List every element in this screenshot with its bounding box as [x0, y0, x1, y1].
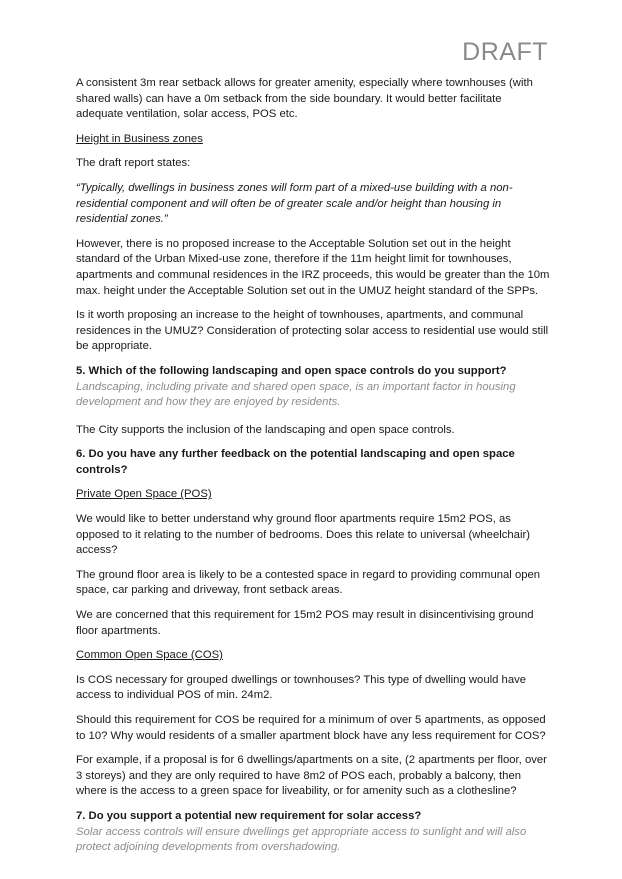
- document-body: [76, 76, 550, 868]
- answer-5: The City supports the inclusion of the landscaping and open space controls.: [76, 423, 455, 436]
- paragraph-pos-ground-floor: We would like to better understand why ground floor apartments require 15m2 POS, as opposed to it relating to the number of bedrooms. Does this relate to universal (wheelchair) access?: [76, 513, 530, 557]
- quote-draft-report: “Typically, dwellings in business zones will form part of a mixed-use building with a non-residential component and will often be of greater scale and/or height than housing in residential zones.”: [76, 181, 513, 226]
- paragraph-disincentivising: We are concerned that this requirement for 15m2 POS may result in disincentivising ground floor apartments.: [76, 609, 534, 637]
- paragraph-cos-necessary: Is COS necessary for grouped dwellings or townhouses? This type of dwelling would have access to individual POS of min. 24m2.: [76, 673, 527, 702]
- paragraph-contested-space: The ground floor area is likely to be a contested space in regard to providing communal open space, car parking and driveway, front setback areas.: [76, 568, 541, 597]
- question-5: 5. Which of the following landscaping and open space controls do you support?: [76, 364, 507, 377]
- paragraph-example-proposal: For example, if a proposal is for 6 dwellings/apartments on a site, (2 apartments per floor, over 3 storeys) and they are only required to have 8m2 of POS each, probably a balcony, then where is the access to a green space for liveability, or for amenity such as a clothesline?: [76, 754, 547, 798]
- paragraph-cos-minimum: Should this requirement for COS be required for a minimum of over 5 apartments, as opposed to 10? Why would residents of a smaller apartment block have any less requirement for COS?: [76, 714, 546, 742]
- question-7-hint: Solar access controls will ensure dwellings get appropriate access to sunlight and will also protect adjoining developments from overshadowing.: [76, 825, 527, 854]
- draft-watermark: DRAFT: [462, 38, 548, 66]
- heading-private-open-space: Private Open Space (POS): [76, 488, 212, 501]
- heading-height-business-zones: Height in Business zones: [76, 132, 203, 145]
- paragraph-draft-report-states: The draft report states:: [76, 157, 191, 170]
- paragraph-rear-setback: A consistent 3m rear setback allows for greater amenity, especially where townhouses (with shared walls) can have a 0m setback from the side boundary. It would better facilitate adequate ventilation, solar access, POS etc.: [76, 77, 533, 121]
- question-5-hint: Landscaping, including private and shared open space, is an important factor in housing development and how they are enjoyed by residents.: [76, 380, 516, 409]
- question-6: 6. Do you have any further feedback on the potential landscaping and open space controls?: [76, 448, 515, 476]
- question-7: 7. Do you support a potential new requirement for solar access?: [76, 809, 422, 822]
- paragraph-height-proposal: Is it worth proposing an increase to the height of townhouses, apartments, and communal residences in the UMUZ? Consideration of protecting solar access to residential use would still be appropriate.: [76, 309, 549, 353]
- paragraph-height-standard: However, there is no proposed increase to the Acceptable Solution set out in the height standard of the Urban Mixed-use zone, therefore if the 11m height limit for townhouses, apartments and communal residences in the IRZ proceeds, this would be greater than the 10m max. height under the Acceptable Solution set out in the UMUZ height standard of the SPPs.: [76, 237, 550, 297]
- heading-common-open-space: Common Open Space (COS): [76, 649, 223, 662]
